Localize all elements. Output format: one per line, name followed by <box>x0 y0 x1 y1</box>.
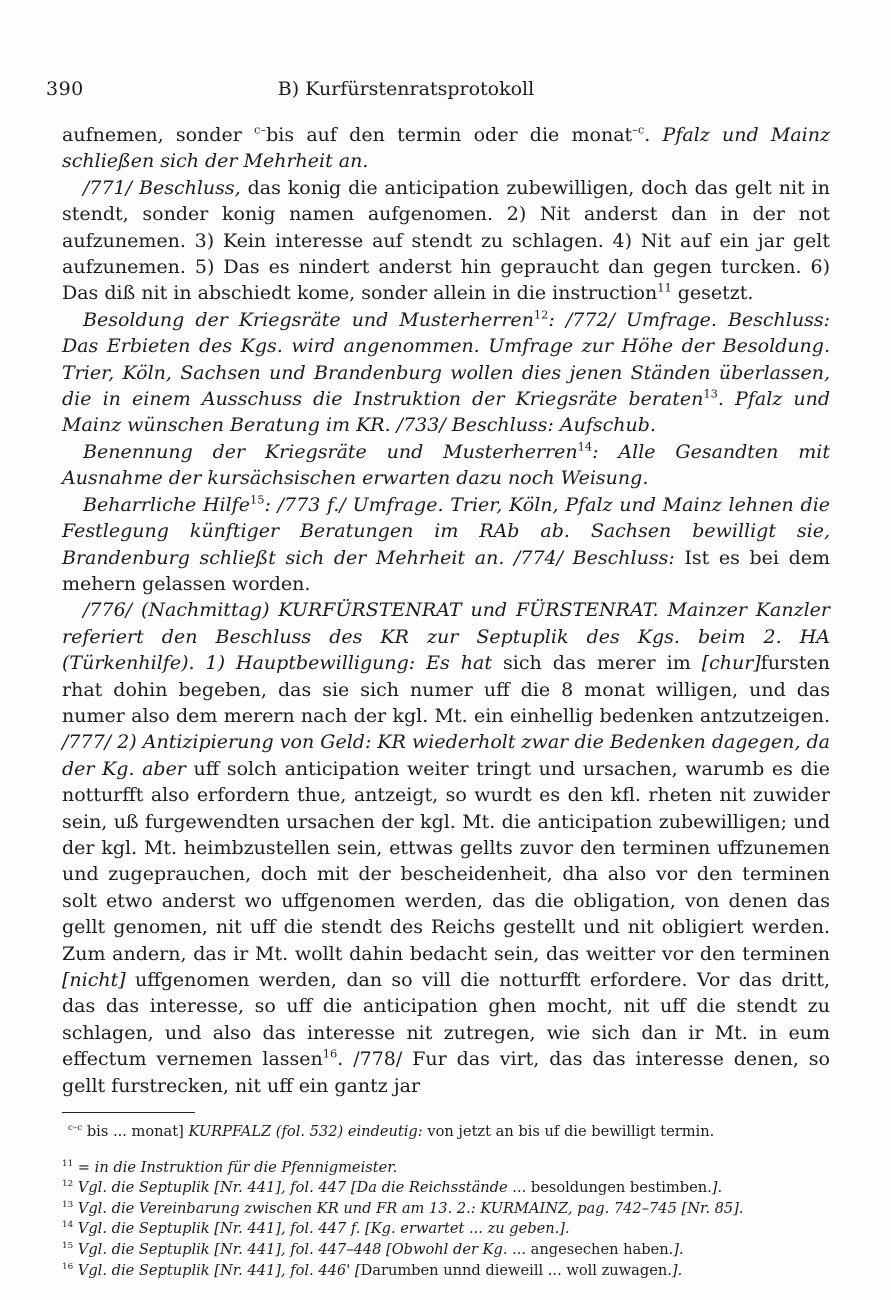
page-header <box>46 78 830 104</box>
footnote <box>62 1240 830 1261</box>
text-run: ]. <box>673 1241 684 1258</box>
footnote <box>62 1158 830 1179</box>
text-run: sich das merer im <box>491 652 702 675</box>
page-number: 390 <box>46 78 84 100</box>
footnote <box>62 1178 830 1199</box>
text-run: Besoldung der Kriegsräte und Musterherren <box>83 308 534 331</box>
footnote-marker: 14 <box>62 1220 74 1231</box>
text-run: : /773 f./ Umfrage. Trier, Köln, Pfalz und Mainz lehnen die Festlegung künftiger Beratungen im RAb ab. Sachsen bewilligt sie, Brandenburg schließt sich der Mehrheit an. /774/ Beschluss: <box>62 493 831 569</box>
footnote <box>62 1199 830 1220</box>
text-run: : /772/ Umfrage. Beschluss: Das Erbieten des Kgs. wird angenommen. Umfrage zur Höhe der Besoldung. Trier, Köln, Sachsen und Brandenburg wollen dies jenen Ständen überlassen, die in einem Ausschuss die Instruktion der Kriegsräte beraten <box>62 308 830 411</box>
footnote-marker: 13 <box>62 1199 74 1210</box>
text-run: aufnemen, sonder <box>62 124 255 146</box>
footnote-marker: 11 <box>657 281 672 296</box>
text-run: besoldungen bestimben. <box>530 1179 712 1197</box>
footnote-marker: 15 <box>249 492 265 507</box>
footnote-variant <box>62 1122 830 1143</box>
footnote-marker: 12 <box>62 1179 74 1190</box>
text-run: Beharrliche Hilfe <box>83 493 250 516</box>
footnote-marker: 16 <box>62 1261 74 1272</box>
text-run: [chur] <box>701 652 761 675</box>
text-run: Vgl. die Septuplik [Nr. 441], fol. 446' [ <box>73 1261 361 1279</box>
text-run: Vgl. die Septuplik [Nr. 441], fol. 447 f. [Kg. erwartet ... zu geben.]. <box>73 1220 570 1238</box>
text-run: Ist es bei dem mehern gelassen worden. <box>62 546 831 595</box>
text-run: Vgl. die Septuplik [Nr. 441], fol. 447 [Da die Reichsstände ... <box>73 1179 531 1197</box>
text-run: /777/ 2) Antizipierung von Geld: KR wiederholt zwar die Bedenken dagegen, da der Kg. aber <box>62 731 830 780</box>
text-run: KURPFALZ (fol. 532) eindeutig: <box>188 1123 423 1141</box>
text-run: bis ... monat] <box>82 1123 189 1141</box>
text-run: Vgl. die Septuplik [Nr. 441], fol. 447–448 [Obwohl der Kg. ... <box>73 1241 531 1258</box>
text-run: /776/ (Nachmittag) KURFÜRSTENRAT und FÜRSTENRAT. Mainzer Kanzler referiert den Beschluss des KR zur Septuplik des Kgs. beim 2. HA (Türkenhilfe). 1) Hauptbewilligung: Es hat <box>62 599 830 675</box>
text-run: bis auf den termin oder die monat <box>266 124 633 146</box>
paragraph <box>62 439 830 492</box>
text-run: Vgl. die Vereinbarung zwischen KR und FR am 13. 2.: KURMAINZ, pag. 742–745 [Nr. 85]. <box>73 1199 744 1217</box>
text-run: . <box>644 124 663 146</box>
paragraph <box>62 175 830 307</box>
running-head: B) Kurfürstenratsprotokoll <box>277 78 535 100</box>
paragraph <box>62 307 830 439</box>
paragraph <box>62 597 830 1099</box>
footnote-marker: c–c <box>68 1123 83 1134</box>
text-run: . Pfalz und Mainz wünschen Beratung im KR. /733/ Beschluss: Aufschub. <box>62 388 830 437</box>
footnote-marker: 11 <box>62 1158 74 1169</box>
paragraph <box>62 492 830 598</box>
text-run: gesetzt. <box>671 282 754 305</box>
text-run: angesechen haben. <box>530 1241 674 1258</box>
text-run: Benennung der Kriegsräte und Musterherren <box>83 440 578 463</box>
text-run: /771/ Beschluss, <box>83 176 241 199</box>
text-run: uff solch anticipation weiter tringt und ursachen, warumb es die notturfft also erfordern thue, antzeigt, so wurdt es den kfl. rheten nit zuwider sein, uß furgewendten ursachen der kgl. Mt. die anticipation zubewilligen; und der kgl. Mt. heimbzustellen sein, ettwas gellts zuvor den terminen uffzunemen und zugeprauchen, doch mit der bescheidenheit, dha also vor den terminen solt etwo anderst wo uffgenomen werden, das die obligation, von denen das gellt genomen, nit uff die stendt des Reichs gestellt und nit obligiert werden. Zum andern, das ir Mt. wollt dahin bedacht sein, das weitter vor den terminen <box>62 757 830 965</box>
text-run: von jetzt an bis uf die bewilligt termin. <box>422 1123 715 1141</box>
text-run: . /778/ Fur das virt, das das interesse denen, so gellt furstrecken, nit uff ein gantz jar <box>62 1048 830 1097</box>
footnote-marker: –c <box>632 122 645 137</box>
footnote-marker: 12 <box>533 307 549 322</box>
body-text <box>62 122 830 1099</box>
text-run: Pfalz und Mainz schließen sich der Mehrheit an. <box>62 124 831 173</box>
footnote-marker: 16 <box>322 1046 338 1061</box>
footnote <box>62 1219 830 1240</box>
text-run: fursten rhat dohin begeben, das sie sich numer uff die 8 monat willigen, und das numer also dem merern nach der kgl. Mt. ein einhellig bedenken antzutzeigen. <box>62 652 830 727</box>
text-run: : Alle Gesandten mit Ausnahme der kursächsischen erwarten dazu noch Weisung. <box>62 440 830 490</box>
footnote <box>62 1261 830 1282</box>
text-run: ]. <box>671 1261 683 1279</box>
footnote-separator <box>62 1112 195 1113</box>
footnotes <box>62 1158 830 1282</box>
footnote-marker: 15 <box>62 1241 74 1252</box>
text-run: ]. <box>711 1179 723 1197</box>
paragraph <box>62 122 830 175</box>
footnote-variant-apparatus <box>62 1122 830 1143</box>
text-run: das konig die anticipation zubewilligen, doch das gelt nit in stendt, sonder konig namen aufgenomen. 2) Nit anderst dan in der not aufzunemen. 3) Kein interesse auf stendt zu schlagen. 4) Nit auf ein jar gelt aufzunemen. 5) Das es nindert anderst hin gepraucht dan gegen turcken. 6) Das diß nit in abschiedt kome, sonder allein in die instruction <box>62 176 830 305</box>
footnote-marker: c– <box>254 122 267 137</box>
text-run: [nicht] <box>62 969 126 991</box>
text-run: uffgenomen werden, dan so vill die notturfft erfordere. Vor das dritt, das das interesse, so uff die anticipation ghen mocht, nit uff die stendt zu schlagen, und also das interesse nit zutregen, wie sich dan ir Mt. in eum effectum vernemen lassen <box>62 969 830 1071</box>
footnote-marker: 14 <box>577 439 593 454</box>
text-run: = in die Instruktion für die Pfennigmeister. <box>73 1158 398 1176</box>
footnote-marker: 13 <box>703 386 718 401</box>
text-run: Darumben unnd dieweill ... woll zuwagen. <box>360 1261 672 1279</box>
